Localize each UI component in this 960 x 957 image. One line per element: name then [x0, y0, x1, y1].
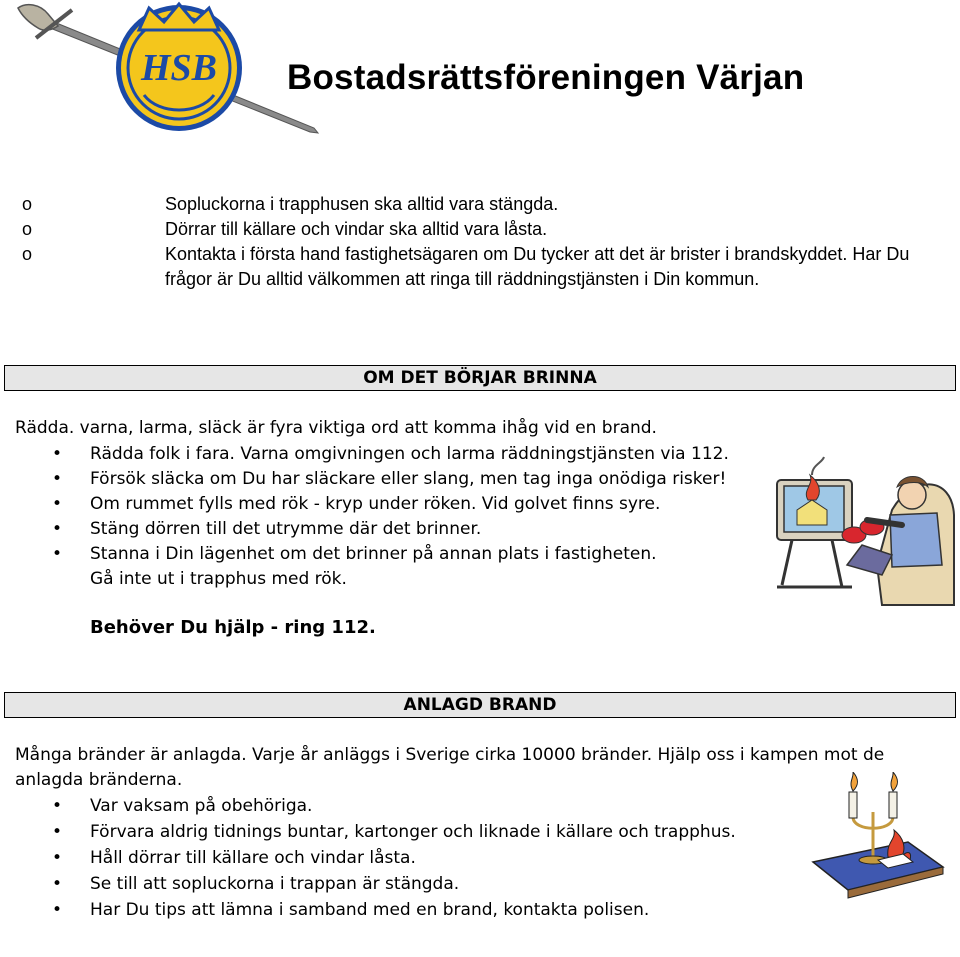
tv-fire-illustration: [772, 455, 957, 615]
list-item-text: Håll dörrar till källare och vindar låsta.: [90, 848, 416, 868]
list-item-text: Försök släcka om Du har släckare eller slang, men tag inga onödiga risker!: [90, 469, 727, 489]
hsb-sword-logo-icon: [14, 0, 324, 140]
bullet: •: [52, 469, 63, 489]
list-item: [52, 897, 736, 923]
list-marker: o: [22, 194, 33, 214]
list-item: [52, 492, 729, 517]
list-item: [52, 442, 729, 467]
section-heading-fire: OM DET BÖRJAR BRINNA: [4, 365, 956, 391]
list-item: [52, 845, 736, 871]
candle-fire-illustration: [808, 772, 948, 907]
top-list: [22, 192, 952, 292]
section-heading-arson: ANLAGD BRAND: [4, 692, 956, 718]
list-item: [22, 242, 955, 292]
list-item: [22, 217, 952, 242]
list-marker: o: [22, 219, 33, 239]
bullet: •: [52, 900, 63, 920]
list-marker: o: [22, 244, 33, 264]
list-item: [52, 542, 729, 567]
logo-text: HSB: [140, 47, 218, 89]
page-title: Bostadsrättsföreningen Värjan: [287, 58, 805, 97]
list-item-continuation: [52, 567, 729, 592]
list-item-text: Om rummet fylls med rök - kryp under röken. Vid golvet finns syre.: [90, 494, 661, 514]
list-item-text: Rädda folk i fara. Varna omgivningen och larma räddningstjänsten via 112.: [90, 444, 729, 464]
fire-intro: Rädda. varna, larma, släck är fyra viktiga ord att komma ihåg vid en brand.: [15, 418, 657, 438]
bullet: •: [52, 796, 63, 816]
bullet: •: [52, 444, 63, 464]
list-item-text: Förvara aldrig tidnings buntar, kartonger och liknade i källare och trapphus.: [90, 822, 736, 842]
list-item-text: Se till att sopluckorna i trappan är stängda.: [90, 874, 460, 894]
bullet: •: [52, 519, 63, 539]
list-item-text: Gå inte ut i trapphus med rök.: [90, 569, 347, 589]
bullet: •: [52, 544, 63, 564]
help-callout: Behöver Du hjälp - ring 112.: [90, 617, 376, 638]
list-item: [22, 192, 952, 217]
list-item-text: Stanna i Din lägenhet om det brinner på annan plats i fastigheten.: [90, 544, 657, 564]
list-item-text: Var vaksam på obehöriga.: [90, 796, 313, 816]
list-item-text: Har Du tips att lämna i samband med en brand, kontakta polisen.: [90, 900, 650, 920]
list-item-text: Dörrar till källare och vindar ska alltid vara låsta.: [165, 219, 548, 239]
fire-list: [52, 442, 729, 592]
bullet: •: [52, 494, 63, 514]
list-item-text: Sopluckorna i trapphusen ska alltid vara stängda.: [165, 194, 559, 214]
bullet: •: [52, 822, 63, 842]
tv-fire-cartoon-icon: [772, 455, 957, 610]
bullet: •: [52, 874, 63, 894]
list-item: [52, 517, 729, 542]
candle-fire-cartoon-icon: [808, 772, 948, 902]
hsb-logo: [14, 0, 324, 145]
list-item-text: Stäng dörren till det utrymme där det brinner.: [90, 519, 482, 539]
arson-list: [52, 793, 736, 923]
list-item: [52, 793, 736, 819]
list-item: [52, 467, 729, 492]
list-item: [52, 871, 736, 897]
arson-intro: Många bränder är anlagda. Varje år anläggs i Sverige cirka 10000 bränder. Hjälp oss i kampen mot de anlagda bränderna.: [15, 745, 885, 790]
list-item-text: Kontakta i första hand fastighetsägaren om Du tycker att det är brister i brandskyddet. Har Du frågor är Du alltid välkommen att ringa till räddningstjänsten i Din kommun.: [165, 244, 910, 289]
bullet: •: [52, 848, 63, 868]
list-item: [52, 819, 736, 845]
